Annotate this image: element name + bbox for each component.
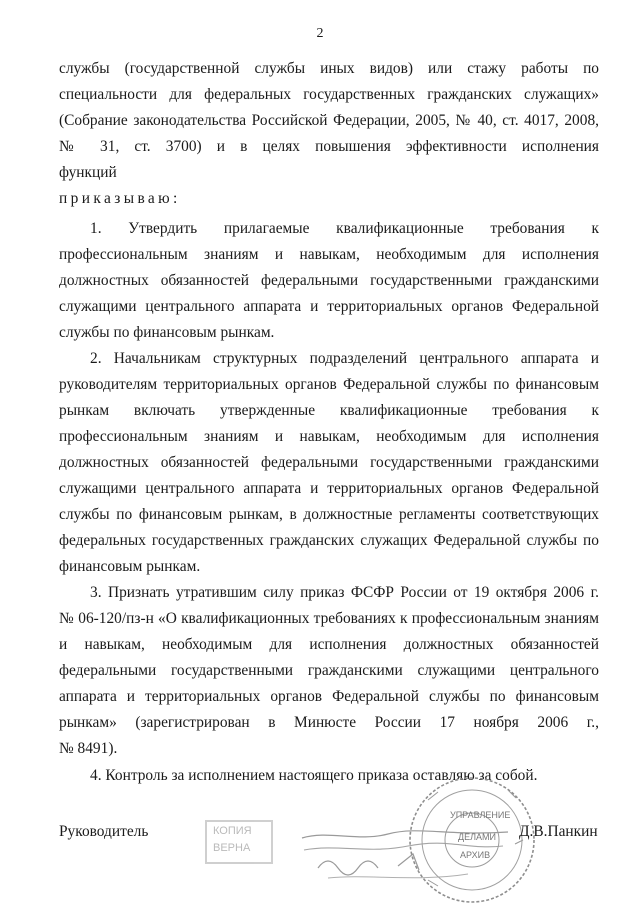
text-line: 4. Контроль за исполнением настоящего приказа оставляю за собой. bbox=[90, 767, 538, 784]
text-line: руководителям территориальных органов Федеральной службы по финансовым bbox=[59, 376, 599, 393]
text-line: должностных обязанностей федеральными государственными гражданскими bbox=[59, 454, 599, 471]
text-line: специальности для федеральных государственных гражданских служащих» bbox=[59, 86, 599, 103]
text-line: (Собрание законодательства Российской Федерации, 2005, № 40, ст. 4017, 2008, bbox=[59, 112, 599, 129]
text-line: № 06-120/пз-н «О квалификационных требованиях к профессиональным знаниям bbox=[59, 610, 599, 627]
text-line: № 31, ст. 3700) и в целях повышения эффективности исполнения bbox=[59, 138, 599, 155]
text-line: финансовым рынкам. bbox=[59, 558, 201, 575]
intro-paragraph bbox=[59, 56, 599, 186]
text-line: № 8491). bbox=[59, 740, 118, 757]
text-line: 1. Утвердить прилагаемые квалификационные требования к bbox=[90, 220, 599, 237]
text-line: рынкам» (зарегистрирован в Минюсте России 17 ноября 2006 г., bbox=[59, 714, 599, 731]
text-line: рынкам включать утвержденные квалификационные требования к bbox=[59, 402, 599, 419]
text-line: служащими центрального аппарата и территориальных органов Федеральной bbox=[59, 298, 599, 315]
page-number: 2 bbox=[316, 26, 324, 41]
text-line: профессиональным знаниям и навыкам, необходимым для исполнения bbox=[59, 428, 599, 445]
order-item-2 bbox=[59, 346, 599, 580]
text-line: федеральных государственных гражданских служащих Федеральной службы по bbox=[59, 532, 599, 549]
text-line: службы по финансовым рынкам, в должностные регламенты соответствующих bbox=[59, 506, 599, 523]
svg-text:АРХИВ: АРХИВ bbox=[460, 850, 491, 860]
order-item-1 bbox=[59, 216, 599, 346]
text-line: службы по финансовым рынкам. bbox=[59, 324, 275, 341]
svg-text:УПРАВЛЕНИЕ: УПРАВЛЕНИЕ bbox=[450, 810, 511, 820]
text-line: службы (государственной службы иных видов) или стажу работы по bbox=[59, 60, 599, 77]
order-word: приказываю: bbox=[59, 190, 181, 207]
text-line: служащими центрального аппарата и территориальных органов Федеральной bbox=[59, 480, 599, 497]
text-line: аппарата и территориальных органов Федеральной службы по финансовым bbox=[59, 688, 599, 705]
order-item-3 bbox=[59, 580, 599, 762]
text-line: профессиональным знаниям и навыкам, необходимым для исполнения bbox=[59, 246, 599, 263]
signatory-position: Руководитель bbox=[59, 823, 149, 840]
text-line: и навыкам, необходимым для исполнения должностных обязанностей bbox=[59, 636, 599, 653]
text-line: 2. Начальникам структурных подразделений центрального аппарата и bbox=[90, 350, 599, 367]
signatory-name: Д.В.Панкин bbox=[519, 823, 598, 840]
text-line: функций bbox=[59, 164, 117, 181]
copy-stamp: КОПИЯ ВЕРНА bbox=[205, 820, 273, 864]
text-line: федеральными государственными гражданскими служащими центрального bbox=[59, 662, 599, 679]
svg-text:ДЕЛАМИ: ДЕЛАМИ bbox=[458, 832, 496, 842]
text-line: должностных обязанностей федеральными государственными гражданскими bbox=[59, 272, 599, 289]
text-line: 3. Признать утратившим силу приказ ФСФР России от 19 октября 2006 г. bbox=[90, 584, 599, 601]
